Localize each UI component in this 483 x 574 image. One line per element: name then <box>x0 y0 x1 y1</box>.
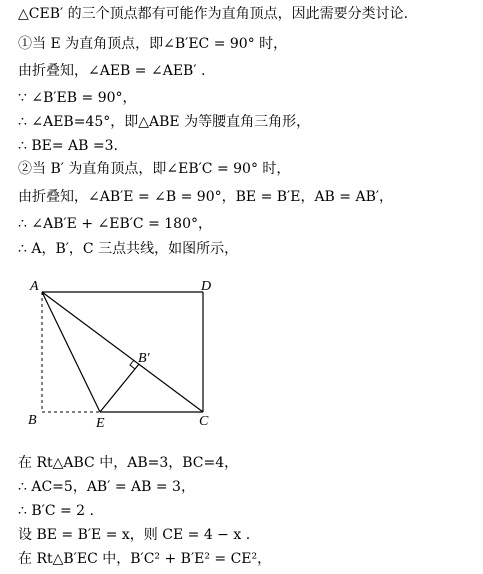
geometry-figure <box>0 262 483 437</box>
label-c: C <box>199 414 209 429</box>
text-line: ∴ AC=5，AB′ = AB = 3， <box>18 479 195 495</box>
text-line: ②当 B′ 为直角顶点，即∠EB′C = 90° 时， <box>18 161 291 177</box>
text-line: ∴ B′C = 2 . <box>18 503 94 519</box>
text-line: ∵ ∠B′EB = 90°， <box>18 90 137 106</box>
text-line: △CEB′ 的三个顶点都有可能作为直角顶点，因此需要分类讨论. <box>18 6 409 22</box>
segment-eb-prime <box>100 364 139 412</box>
text-line: 由折叠知，∠AB′E = ∠B = 90°，BE = B′E，AB = AB′， <box>18 189 394 205</box>
label-d: D <box>201 279 212 294</box>
label-e: E <box>96 416 105 431</box>
text-line: 由折叠知，∠AEB = ∠AEB′ . <box>18 63 206 79</box>
text-line: 设 BE = B′E = x，则 CE = 4 − x . <box>18 527 251 543</box>
text-line: 在 Rt△ABC 中，AB=3，BC=4， <box>18 455 239 471</box>
text-line: ∴ ∠AB′E + ∠EB′C = 180°， <box>18 216 212 232</box>
label-b-prime: B′ <box>138 351 150 366</box>
segment-ae <box>42 292 100 412</box>
label-b: B <box>28 413 37 428</box>
text-line: ①当 E 为直角顶点，即∠B′EC = 90° 时， <box>18 36 288 52</box>
text-line: ∴ ∠AEB=45°，即△ABE 为等腰直角三角形， <box>18 114 311 130</box>
text-line: 在 Rt△B′EC 中，B′C² + B′E² = CE²， <box>18 551 272 567</box>
label-a: A <box>30 279 39 294</box>
segment-ac <box>42 292 203 412</box>
text-line: ∴ BE= AB =3. <box>18 138 118 154</box>
text-line: ∴ A，B′，C 三点共线，如图所示， <box>18 241 239 257</box>
